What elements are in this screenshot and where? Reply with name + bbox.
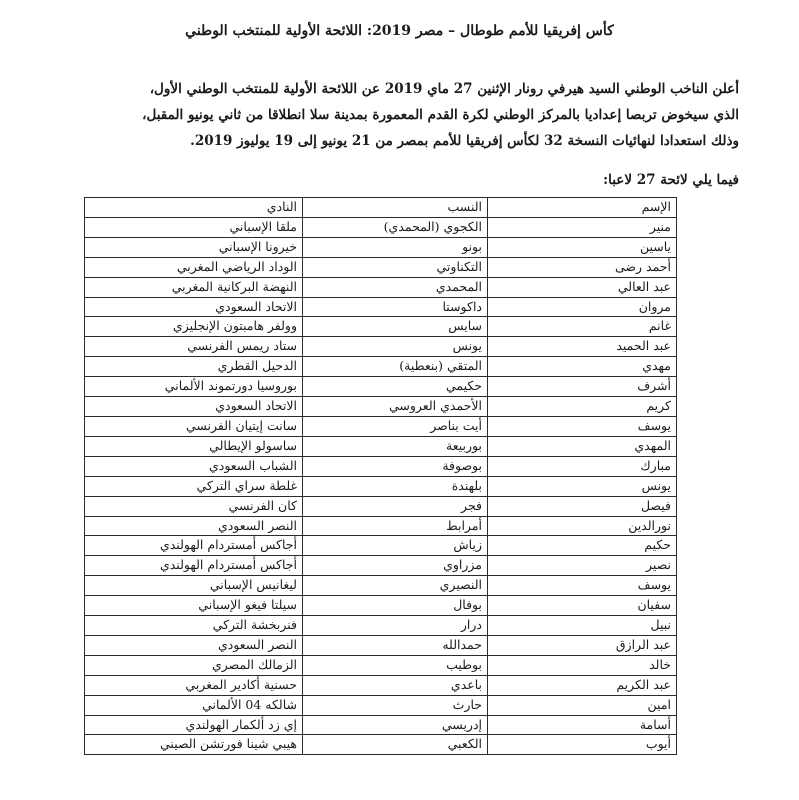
table-cell: النصر السعودي (85, 635, 303, 655)
table-cell: فيصل (488, 496, 677, 516)
table-row (85, 536, 677, 556)
table-cell: ساسولو الإيطالي (85, 436, 303, 456)
table-row (85, 556, 677, 576)
table-cell: بوروسيا دورتموند الألماني (85, 377, 303, 397)
table-cell: يوسف (488, 576, 677, 596)
table-cell: النصيري (303, 576, 488, 596)
table-row (85, 397, 677, 417)
table-cell: حكيم (488, 536, 677, 556)
table-cell: أجاكس أمستردام الهولندي (85, 536, 303, 556)
table-cell: خيرونا الإسباني (85, 237, 303, 257)
table-cell: النصر السعودي (85, 516, 303, 536)
table-cell: إدريسي (303, 715, 488, 735)
table-row (85, 675, 677, 695)
table-cell: ياسين (488, 237, 677, 257)
table-row (85, 217, 677, 237)
table-cell: عبد الرازق (488, 635, 677, 655)
table-cell: النهضة البركانية المغربي (85, 277, 303, 297)
table-row (85, 476, 677, 496)
table-cell: نبيل (488, 616, 677, 636)
table-cell: وولفر هامبتون الإنجليزي (85, 317, 303, 337)
table-row (85, 416, 677, 436)
table-cell: فجر (303, 496, 488, 516)
table-cell: بونو (303, 237, 488, 257)
table-cell: مروان (488, 297, 677, 317)
table-cell: يوسف (488, 416, 677, 436)
table-cell: مهدي (488, 357, 677, 377)
table-cell: مبارك (488, 456, 677, 476)
table-cell: إي زد ألكمار الهولندي (85, 715, 303, 735)
table-cell: داكوستا (303, 297, 488, 317)
table-cell: كريم (488, 397, 677, 417)
table-row (85, 715, 677, 735)
table-cell: أيوب (488, 735, 677, 755)
table-cell: حسنية أكادير المغربي (85, 675, 303, 695)
players-table (84, 197, 677, 755)
list-intro-text: فيما يلي لائحة 27 لاعبا: (603, 172, 739, 188)
table-cell: ملقا الإسباني (85, 217, 303, 237)
table-row (85, 277, 677, 297)
table-cell: أيت بناصر (303, 416, 488, 436)
paragraph-line-2: الذي سيخوض تربصا إعداديا بالمركز الوطني لكرة القدم المعمورة بمدينة سلا انطلاقا من ثاني يونيو المقبل، (142, 107, 739, 123)
table-row (85, 237, 677, 257)
table-cell: حمدالله (303, 635, 488, 655)
table-row (85, 695, 677, 715)
table-cell: الاتحاد السعودي (85, 297, 303, 317)
table-cell: الكعبي (303, 735, 488, 755)
table-cell: أمرابط (303, 516, 488, 536)
paragraph-line-1: أعلن الناخب الوطني السيد هيرفي رونار الإثنين 27 ماي 2019 عن اللائحة الأولية للمنتخب الوطني الأول، (149, 81, 739, 97)
table-header-row (85, 198, 677, 218)
table-cell: خالد (488, 655, 677, 675)
table-cell: حارث (303, 695, 488, 715)
table-header-surname: النسب (303, 198, 488, 218)
table-cell: نصير (488, 556, 677, 576)
table-header-club: النادي (85, 198, 303, 218)
table-row (85, 516, 677, 536)
table-cell: يونس (303, 337, 488, 357)
table-cell: منير (488, 217, 677, 237)
table-cell: بلهندة (303, 476, 488, 496)
table-cell: عبد الحميد (488, 337, 677, 357)
table-cell: المتقي (بنعطية) (303, 357, 488, 377)
table-cell: الدحيل القطري (85, 357, 303, 377)
table-cell: سايس (303, 317, 488, 337)
table-cell: يونس (488, 476, 677, 496)
table-cell: حكيمي (303, 377, 488, 397)
table-row (85, 297, 677, 317)
table-cell: درار (303, 616, 488, 636)
table-cell: بوصوفة (303, 456, 488, 476)
table-cell: امين (488, 695, 677, 715)
paragraph-line-3: وذلك استعدادا لنهائيات النسخة 32 لكأس إفريقيا للأمم بمصر من 21 يونيو إلى 19 يوليوز 2019. (190, 133, 739, 149)
table-row (85, 616, 677, 636)
table-cell: فنربخشة التركي (85, 616, 303, 636)
table-cell: المهدي (488, 436, 677, 456)
table-row (85, 257, 677, 277)
table-row (85, 635, 677, 655)
table-cell: أسامة (488, 715, 677, 735)
table-cell: بوفال (303, 596, 488, 616)
table-cell: كان الفرنسي (85, 496, 303, 516)
table-cell: نورالدين (488, 516, 677, 536)
table-cell: ستاد ريمس الفرنسي (85, 337, 303, 357)
table-cell: باعدي (303, 675, 488, 695)
table-cell: عبد العالي (488, 277, 677, 297)
table-cell: غانم (488, 317, 677, 337)
table-cell: أحمد رضى (488, 257, 677, 277)
table-cell: هيبي شينا فورتشن الصيني (85, 735, 303, 755)
table-cell: الأحمدي العروسي (303, 397, 488, 417)
players-table-body (85, 217, 677, 754)
table-row (85, 496, 677, 516)
table-header-name: الإسم (488, 198, 677, 218)
table-cell: سفيان (488, 596, 677, 616)
table-cell: بوطيب (303, 655, 488, 675)
announcement-paragraph (58, 76, 739, 154)
table-row (85, 357, 677, 377)
table-row (85, 596, 677, 616)
table-cell: الشباب السعودي (85, 456, 303, 476)
table-row (85, 576, 677, 596)
table-cell: غلطة سراي التركي (85, 476, 303, 496)
table-row (85, 317, 677, 337)
table-cell: زياش (303, 536, 488, 556)
table-row (85, 456, 677, 476)
table-cell: الزمالك المصري (85, 655, 303, 675)
table-cell: التكناوتي (303, 257, 488, 277)
table-row (85, 655, 677, 675)
table-cell: سانت إيتيان الفرنسي (85, 416, 303, 436)
table-row (85, 337, 677, 357)
table-cell: بوربيعة (303, 436, 488, 456)
table-cell: سيلتا فيغو الإسباني (85, 596, 303, 616)
table-cell: أجاكس أمستردام الهولندي (85, 556, 303, 576)
table-cell: عبد الكريم (488, 675, 677, 695)
table-cell: المحمدي (303, 277, 488, 297)
table-cell: الكجوي (المحمدي) (303, 217, 488, 237)
table-cell: ليغانيس الإسباني (85, 576, 303, 596)
table-cell: شالكه 04 الألماني (85, 695, 303, 715)
table-cell: الاتحاد السعودي (85, 397, 303, 417)
table-cell: أشرف (488, 377, 677, 397)
table-row (85, 735, 677, 755)
table-cell: الوداد الرياضي المغربي (85, 257, 303, 277)
table-cell: مزراوي (303, 556, 488, 576)
table-row (85, 436, 677, 456)
page-title: كأس إفريقيا للأمم طوطال – مصر 2019: اللائحة الأولية للمنتخب الوطني (185, 23, 614, 39)
table-row (85, 377, 677, 397)
